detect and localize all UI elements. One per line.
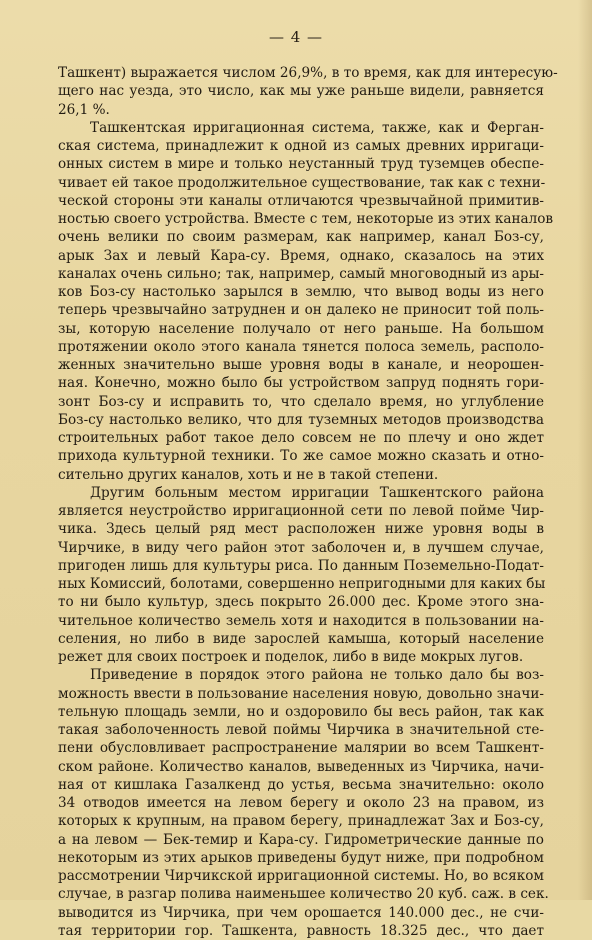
text-line: женных значительно выше уровня воды в канале, и неорошен-: [58, 357, 544, 373]
text-line: ском районе. Количество каналов, выведенных из Чирчика, начи-: [58, 758, 544, 775]
text-line: очень велики по своим размерам, как например, канал Боз-су,: [58, 229, 544, 246]
text-line: ных Комиссий, болотами, совершенно непригодными для каких бы: [58, 576, 546, 592]
text-line: ная от кишлака Газалкенд до устья, весьма значительно: около: [58, 776, 544, 793]
text-line: которых к крупным, на правом берегу, принадлежат Зах и Боз-су,: [58, 813, 544, 830]
page-edge-shadow: [578, 0, 592, 900]
text-line: зонт Боз-су и исправить то, что сделало время, но углубление: [58, 393, 544, 410]
text-line: протяжении около этого канала тянется полоса земель, располо-: [58, 338, 544, 355]
text-line: сительно других каналов, хоть и не в такой степени.: [58, 466, 439, 483]
text-line: Ташкентская ирригационная система, также, как и Ферган-: [90, 119, 544, 136]
text-line: режет для своих построек и поделок, либо в виде мокрых лугов.: [58, 649, 524, 665]
text-line: то ни было культур, здесь покрыто 26.000 дес. Кроме этого зна-: [58, 594, 544, 611]
text-line: ная. Конечно, можно было бы устройством запруд поднять гори-: [58, 375, 544, 392]
text-line: случае, в разгар полива наименьшее количество 20 куб. саж. в сек.: [58, 886, 549, 903]
text-line: Боз-су настолько велико, что для туземных методов производства: [58, 411, 544, 428]
text-line: строительных работ такое дело совсем не по плечу и оно ждет: [58, 430, 544, 446]
text-line: арык Зах и левый Кара-су. Время, однако, сказалось на этих: [58, 247, 544, 264]
text-line: 34 отводов имеется на левом берегу и около 23 на правом, из: [58, 795, 544, 811]
text-line: такая заболоченность левой поймы Чирчика в значительной сте-: [58, 722, 544, 738]
text-line: Приведение в порядок этого района не только дало бы воз-: [90, 667, 544, 684]
text-line: теперь чрезвычайно затруднен и он далеко не приносит той поль-: [58, 302, 544, 319]
text-line: прихода культурной техники. То же самое можно сказать и отно-: [58, 448, 544, 465]
text-line: а на левом — Бек-темир и Кара-су. Гидрометрические данные по: [58, 831, 544, 848]
text-line: Ташкент) выражается числом 26,9%, в то время, как для интересую-: [58, 65, 558, 81]
text-line: зы, которую население получало от него раньше. На большом: [58, 320, 544, 337]
text-line: щего нас уезда, это число, как мы уже раньше видели, равняется: [58, 83, 544, 100]
text-line: ков Боз-су настолько зарылся в землю, что вывод воды из него: [58, 284, 544, 300]
text-line: пригоден лишь для культуры риса. По данным Поземельно-Подат-: [58, 557, 544, 574]
text-line: каналах очень сильно; так, например, самый многоводный из ары-: [58, 265, 544, 282]
body-text: [58, 64, 558, 940]
text-line: чительное количество земель хотя и находится в пользовании на-: [58, 612, 544, 629]
text-line: онных систем в мире и только неустанный труд туземцев обеспе-: [58, 156, 544, 173]
text-line: ческой стороны эти каналы отличаются чрезвычайной примитив-: [58, 192, 544, 209]
text-line: ская система, принадлежит к одной из самых древних ирригаци-: [58, 138, 544, 154]
text-line: является неустройство ирригационной сети по левой пойме Чир-: [58, 503, 544, 519]
text-line: тельную площадь земли, но и оздоровило бы весь район, так как: [58, 703, 544, 720]
text-line: селения, но либо в виде зарослей камыша, который население: [58, 630, 544, 647]
text-line: Другим больным местом ирригации Ташкентского района: [90, 484, 544, 501]
text-line: можность ввести в пользование населения новую, довольно значи-: [58, 685, 544, 702]
text-line: чика. Здесь целый ряд мест расположен ниже уровня воды в: [58, 521, 544, 538]
text-line: выводится из Чирчика, при чем орошается 140.000 дес., не счи-: [58, 904, 544, 921]
text-line: пени обусловливает распространение малярии во всем Ташкент-: [58, 740, 544, 757]
text-line: ностью своего устройства. Вместе с тем, некоторые из этих каналов: [58, 211, 554, 227]
text-line: некоторым из этих арыков приведены будут ниже, при подробном: [58, 849, 544, 866]
page-number: — 4 —: [268, 28, 324, 46]
text-line: чивает ей такое продолжительное существование, так как с техни-: [58, 174, 546, 191]
text-line: рассмотрении Чирчикской ирригационной системы. Но, во всяком: [58, 868, 544, 884]
text-line: 26,1 %.: [58, 101, 110, 118]
text-line: тая территории гор. Ташкента, равность 18.325 дес., что дает: [58, 922, 544, 939]
text-line: Чирчике, в виду чего район этот заболочен и, в лучшем случае,: [58, 539, 544, 556]
